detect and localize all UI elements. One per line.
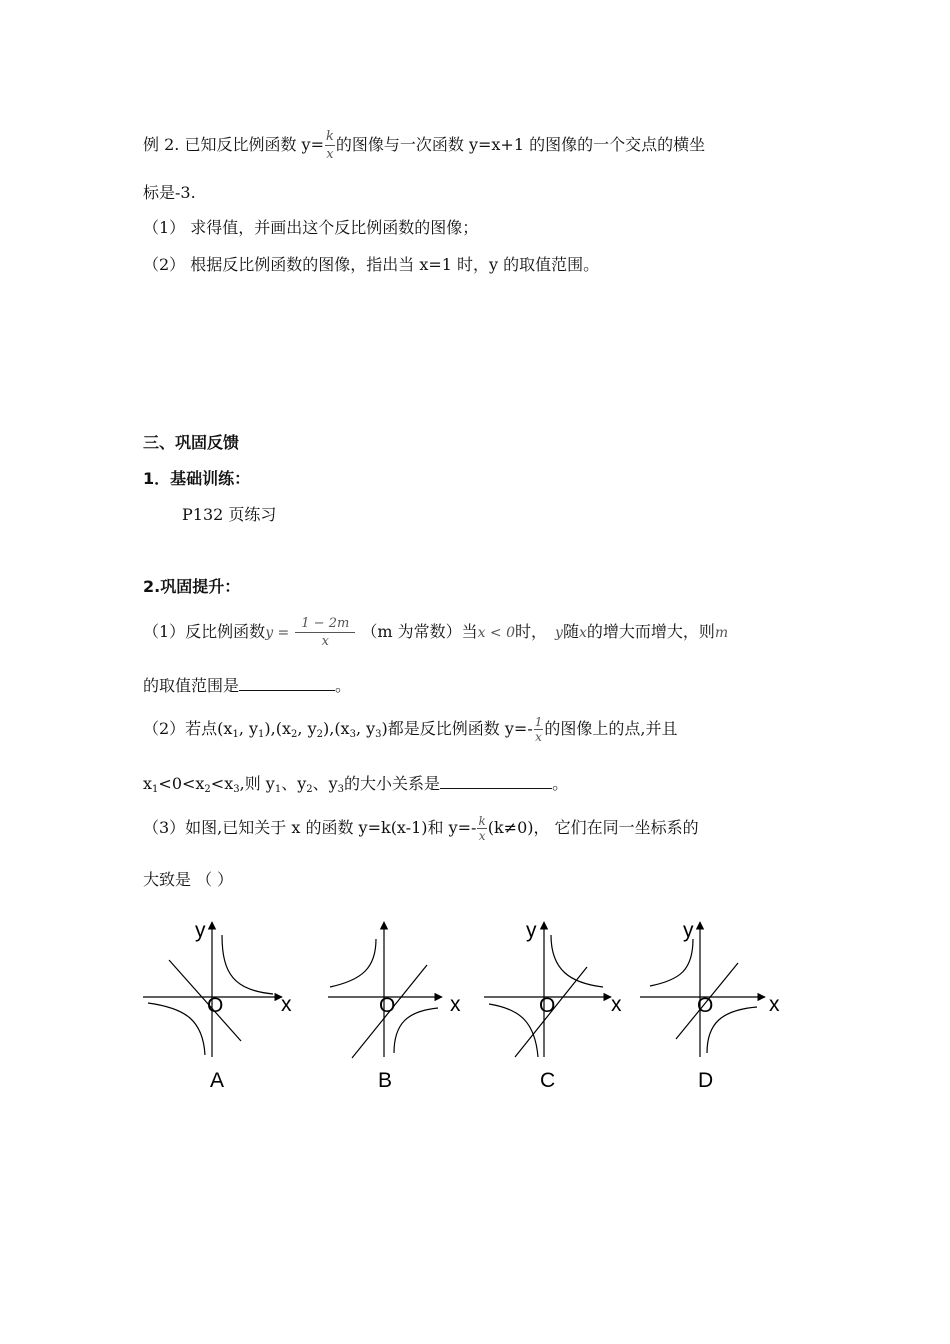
subscript: 1 (274, 784, 282, 795)
option-label-a: A (210, 1069, 225, 1092)
hyperbola-branch (489, 1004, 538, 1057)
x-axis-label: x (281, 993, 292, 1016)
basic-training-title: 1．基础训练： (143, 469, 251, 488)
subscript: 2 (306, 784, 313, 795)
problem2-text: 、y (281, 774, 307, 793)
problem3-line2: 大致是 （ ） (143, 870, 234, 889)
problem2-text: <0<x (158, 774, 205, 793)
problem2-text: x (143, 774, 153, 793)
problem2-text: （2）若点(x (143, 719, 233, 738)
example2-lead: 例 2. 已知反比例函数 y= (143, 135, 324, 154)
graph-option-c[interactable] (484, 922, 611, 1057)
problem1-line2-text: 的取值范围是 (143, 676, 240, 695)
subscript: 3 (375, 729, 382, 740)
subscript: 2 (291, 729, 298, 740)
origin-label: O (539, 994, 556, 1017)
problem1-x: x (578, 625, 587, 641)
option-label-b: B (378, 1069, 393, 1092)
problem2-text: <x (210, 774, 234, 793)
example2-line2: 标是-3. (143, 183, 196, 202)
y-axis-label: y (526, 919, 537, 942)
x-axis-label: x (611, 993, 622, 1016)
problem2-text: , y (297, 719, 317, 738)
graph-option-a[interactable] (143, 922, 282, 1057)
fraction-denominator: x (321, 634, 329, 649)
fraction-numerator: k (325, 129, 334, 144)
problem1-y-eq: y = (265, 625, 290, 641)
problem1-y: y (555, 625, 563, 641)
fraction-numerator: k (478, 814, 486, 828)
fraction-numerator: 1 (534, 715, 543, 729)
example2-question-2: （2） 根据反比例函数的图像，指出当 x=1 时，y 的取值范围。 (143, 255, 600, 274)
problem2-text: 的大小关系是 (344, 774, 441, 793)
problem2-text: , y (355, 719, 376, 738)
hyperbola-branch (394, 1008, 438, 1053)
example2-mid: 的图像与一次函数 y=x+1 的图像的一个交点的横坐 (335, 135, 706, 154)
subscript: 3 (233, 784, 240, 795)
graph-option-b[interactable] (328, 922, 442, 1058)
hyperbola-branch (707, 1007, 757, 1053)
problem2-text: ),(x (322, 719, 350, 738)
subscript: 2 (316, 729, 323, 740)
x-axis-label: x (450, 993, 461, 1016)
problem1-condition: x < 0 (477, 625, 516, 641)
subscript: 3 (349, 729, 356, 740)
problem2-text: ),(x (264, 719, 292, 738)
problem1-sui: 随 (562, 622, 579, 641)
fraction-denominator: x (326, 147, 334, 162)
origin-label: O (207, 994, 224, 1017)
origin-label: O (697, 994, 714, 1017)
problem1-lead: （1）反比例函数 (143, 622, 266, 641)
problem2-text: )都是反比例函数 y=- (381, 719, 533, 738)
graph-option-d[interactable] (640, 922, 765, 1057)
problem2-text: ,则 y (239, 774, 275, 793)
problem1-m: m (714, 625, 729, 641)
fraction-numerator: 1 − 2m (295, 615, 355, 633)
problem1-end: 。 (335, 676, 352, 695)
y-axis-label: y (683, 919, 694, 942)
origin-label: O (379, 994, 396, 1017)
option-label-d: D (698, 1069, 714, 1092)
hyperbola-branch (330, 939, 376, 987)
fraction-denominator: x (478, 829, 486, 843)
problem3-tail: (k≠0)， 它们在同一坐标系的 (487, 818, 699, 837)
line-graph (169, 960, 241, 1041)
problem2-end: 。 (552, 774, 569, 793)
hyperbola-branch (222, 935, 273, 994)
fraction-denominator: x (535, 730, 542, 744)
problem2-text: , y (238, 719, 259, 738)
subscript: 2 (204, 784, 211, 795)
subscript: 1 (152, 784, 159, 795)
x-axis-label: x (769, 993, 780, 1016)
section3-title: 三、巩固反馈 (143, 433, 240, 452)
problem1-tail: 的增大而增大，则 (586, 622, 715, 641)
hyperbola-branch (650, 939, 693, 986)
problem1-paren: （m 为常数）当 (361, 622, 478, 641)
hyperbola-branch (148, 1003, 205, 1055)
problem1-shi: 时， (515, 622, 548, 641)
example2-question-1: （1） 求得值，并画出这个反比例函数的图像； (143, 218, 479, 237)
basic-training-text: P132 页练习 (182, 505, 277, 524)
subscript: 1 (258, 729, 265, 740)
advance-title: 2.巩固提升： (143, 577, 241, 596)
y-axis-label: y (195, 919, 206, 942)
problem2-text: 、y (312, 774, 338, 793)
subscript: 1 (232, 729, 239, 740)
problem3-lead: （3）如图,已知关于 x 的函数 y=k(x-1)和 y=- (143, 818, 477, 837)
option-label-c: C (540, 1069, 556, 1092)
subscript: 3 (337, 784, 345, 795)
problem2-tail: 的图像上的点,并且 (544, 719, 678, 738)
